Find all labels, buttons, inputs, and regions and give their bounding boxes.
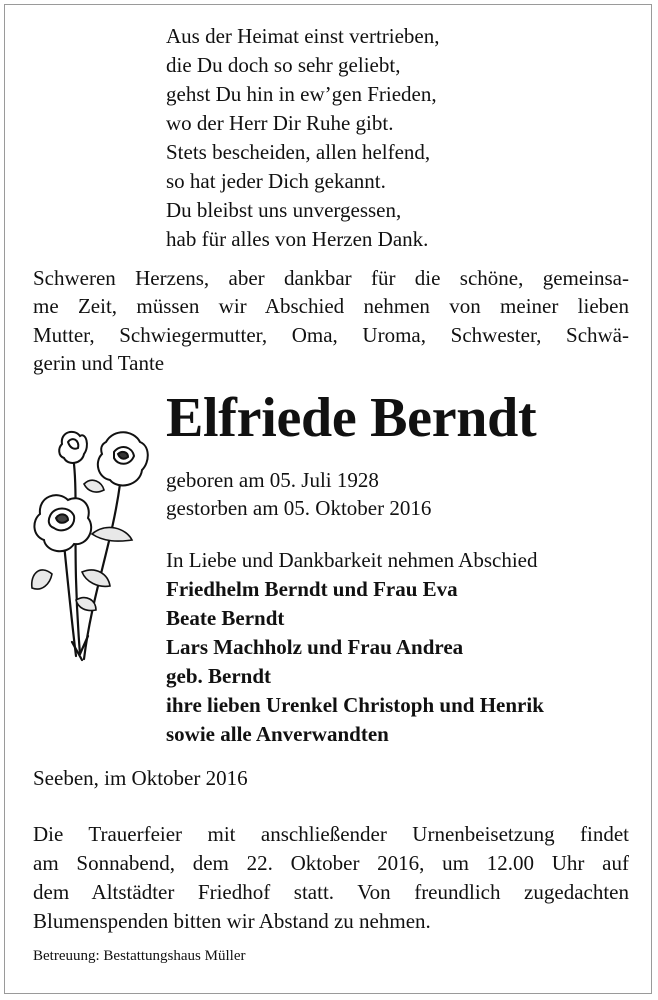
poem-line: so hat jeder Dich gekannt. xyxy=(166,169,386,193)
mourner-line: sowie alle Anverwandten xyxy=(166,722,389,746)
mourner-line: Friedhelm Berndt und Frau Eva xyxy=(166,577,458,601)
death-date: gestorben am 05. Oktober 2016 xyxy=(166,496,432,520)
intro-line: me Zeit, müssen wir Abschied nehmen von meiner lieben xyxy=(33,294,629,319)
intro-line: Schweren Herzens, aber dankbar für die schöne, gemeinsa- xyxy=(33,266,629,290)
memorial-poem xyxy=(166,22,440,254)
poem-line: die Du doch so sehr geliebt, xyxy=(166,53,401,77)
poem-line: hab für alles von Herzen Dank. xyxy=(166,227,429,251)
poem-line: wo der Herr Dir Ruhe gibt. xyxy=(166,111,394,135)
poem-line: Du bleibst uns unvergessen, xyxy=(166,198,402,222)
poem-line: Stets bescheiden, allen helfend, xyxy=(166,140,431,164)
mourner-line: Beate Berndt xyxy=(166,606,285,630)
birth-date: geboren am 05. Juli 1928 xyxy=(166,468,379,492)
funeral-line: Die Trauerfeier mit anschließender Urnenbeisetzung findet xyxy=(33,822,629,846)
funeral-info xyxy=(33,820,629,936)
funeral-line: dem Altstädter Friedhof statt. Von freundlich zugedachten xyxy=(33,880,629,904)
poem-line: gehst Du hin in ew’gen Frieden, xyxy=(166,82,437,106)
mourner-line: Lars Machholz und Frau Andrea xyxy=(166,635,464,659)
intro-line: gerin und Tante xyxy=(33,350,165,375)
mourners-list xyxy=(166,546,544,749)
funeral-line: Blumenspenden bitten wir Abstand zu nehmen. xyxy=(33,909,431,933)
mourners-intro: In Liebe und Dankbarkeit nehmen Abschied xyxy=(166,548,538,572)
poem-line: Aus der Heimat einst vertrieben, xyxy=(166,24,440,48)
roses-icon xyxy=(22,424,152,664)
place-date: Seeben, im Oktober 2016 xyxy=(33,766,248,790)
life-dates xyxy=(166,466,431,522)
deceased-name: Elfriede Berndt xyxy=(166,387,537,449)
mourner-line: geb. Berndt xyxy=(166,664,271,688)
undertaker-credit: Betreuung: Bestattungshaus Müller xyxy=(33,948,246,964)
intro-paragraph xyxy=(33,264,629,377)
mourner-line: ihre lieben Urenkel Christoph und Henrik xyxy=(166,693,544,717)
funeral-line: am Sonnabend, dem 22. Oktober 2016, um 12.00 Uhr auf xyxy=(33,851,629,875)
intro-line: Mutter, Schwiegermutter, Oma, Uroma, Schwester, Schwä- xyxy=(33,322,629,347)
